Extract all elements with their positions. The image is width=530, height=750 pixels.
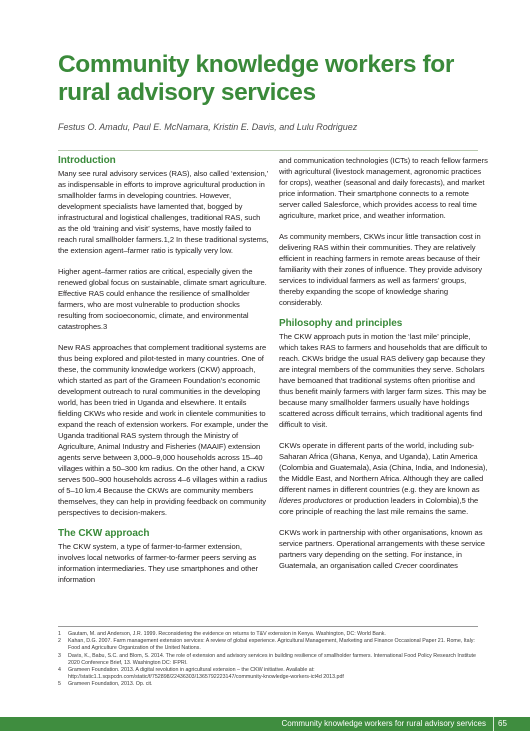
paragraph: New RAS approaches that complement traditional systems are thus being explored and pilot-tested in many countries. One of these, the community knowledge workers (CKW) approach, which started as part of the Grameen Foundation’s economic development outreach to rural communities in the developing world, has been tried in Uganda and elsewhere. It entails fielding CKWs who reside and work in clientele communities to expand the reach of extension workers. For example, under the Uganda traditional RAS system through the Ministry of Agriculture, Animal Industry and Fisheries (MAAIF) extension agents serve between 3,000–9,000 households across 15–40 villages within a 50–300 km radius. On the other hand, a CKW serves 500–900 households across 4–6 villages within a radius of 5–10 km.4 Because the CKWs are community members themselves, they can help in providing feedback on community perspectives to decision-makers. [58,343,269,517]
paragraph: and communication technologies (ICTs) to reach fellow farmers with agricultural (livestock management, agronomic practices for crops), weather (seasonal and daily forecasts), and market price information. Their smartphone connects to a remote server called Salesforce, which provides access to real time agriculture, market price, and weather information. [279,156,488,220]
paragraph: As community members, CKWs incur little transaction cost in delivering RAS within their communities. They are relatively efficient in reaching farmers in remote areas because of their familiarity with their zones of influence. They provide advisory services to individual farmers as well as farmers’ groups, thereby expanding the scope of knowledge sharing considerably. [279,232,483,307]
running-footer-title: Community knowledge workers for rural advisory services [281,719,486,728]
italic-term: líderes productores [279,496,344,505]
header-divider [58,150,478,151]
footnote [58,667,483,681]
footnote [58,681,483,688]
footnote-number: 5 [58,681,61,688]
italic-term: Crecer [394,561,418,570]
paragraph: Many see rural advisory services (RAS), also called ‘extension,’ as indispensable in efforts to improve agricultural production in smallholder farms in developing countries. However, development specialists have lamented that, bogged by infrastructural and logistical challenges, traditional RAS, such as the old ‘training and visit’ systems, have mostly failed to reach rural smallholder farmers.1,2 In these traditional systems, the extension agent–farmer ratio is typically very low. [58,169,269,255]
section-heading-introduction: Introduction [58,155,116,166]
paragraph [279,440,491,517]
paragraph: The CKW system, a type of farmer-to-farmer extension, involves local networks of farmer-to-farmer peers serving as information intermediaries. They use smartphones and other information [58,542,258,584]
footnote [58,631,483,638]
paragraph-text: or production leaders in Colombia),5 the core principle of reaching the last mile remains the same. [279,496,479,516]
paragraph-text: CKWs operate in different parts of the world, including sub-Saharan Africa (Ghana, Kenya, and Uganda), Latin America (Colombia and Guatemala), Asia (China, India, and Indonesia), the Middle East, and Northern Africa. Although they are called different names in different countries (e.g. they are known as [279,441,488,494]
footnote-number: 3 [58,652,61,659]
footer-divider [493,717,494,731]
left-column [58,155,270,595]
section-heading-ckw-approach: The CKW approach [58,528,150,539]
page-number: 65 [498,719,507,728]
footnote-number: 1 [58,631,61,637]
footnotes [58,631,483,689]
section-heading-philosophy: Philosophy and principles [279,318,403,329]
footnote-divider [58,626,478,627]
footnote-text: Gautam, M. and Anderson, J.R. 1999. Reconsidering the evidence on returns to T&V extension in Kenya. Washington, DC: World Bank. [68,631,386,637]
footnote-text: Kahan, D.G. 2007. Farm management extension services: A review of global experience. Agricultural Management, Marketing and Finance Occasional Paper 21. Rome, Italy: Food and Agriculture Organization of the United Nations. [68,638,475,652]
footnote-number: 2 [58,638,61,645]
footnote [58,638,483,652]
paragraph [279,527,491,571]
right-column [279,155,491,581]
article-title: Community knowledge workers for rural advisory services [58,51,455,106]
footnote-number: 4 [58,667,61,674]
footnote-text: Davis, K., Babu, S.C. and Blom, S. 2014. The role of extension and advisory services in building resilience of smallholder farmers. International Food Policy Research Institute 2020 Conference Brief, 13. Washington DC: IFPRI. [68,652,476,666]
footnote-text: Grameen Foundation, 2013. Op. cit. [68,681,153,688]
paragraph: Higher agent–farmer ratios are critical, especially given the renewed global focus on sustainable, climate smart agriculture. Effective RAS could enhance the resilience of smallholder farmers, who are most vulnerable to production shocks resulting from socioeconomic, climate, and environmental catastrophes.3 [58,267,267,331]
footnote [58,653,483,667]
paragraph-text: CKWs work in partnership with other organisations, known as service partners. Operational arrangements with these service partners vary depending on the setting. For instance, in Guatemala, an organisation called [279,528,485,570]
footnote-text: Grameen Foundation. 2013. A digital revolution in agricultural extension – the CKW initiative. Available at: http://static1.1.sqspcdn.com/static/f/752898/22436303/1365792223147/community-knowledge-workers-ict4d 2013.pdf [68,667,344,681]
paragraph: The CKW approach puts in motion the ‘last mile’ principle, which takes RAS to farmers and households that are difficult to reach. CKWs bridge the usual RAS delivery gap because they are integral members of the communities they serve. Scholars have bemoaned that traditional systems often prioritise and thus benefit mainly farmers with larger farm sizes. This may be because many smallholder farmers usually have holdings scattered across difficult terrains, which traditional agents find difficult to visit. [279,332,488,429]
author-list: Festus O. Amadu, Paul E. McNamara, Kristin E. Davis, and Lulu Rodriguez [58,122,358,132]
paragraph-text: coordinates [417,561,458,570]
